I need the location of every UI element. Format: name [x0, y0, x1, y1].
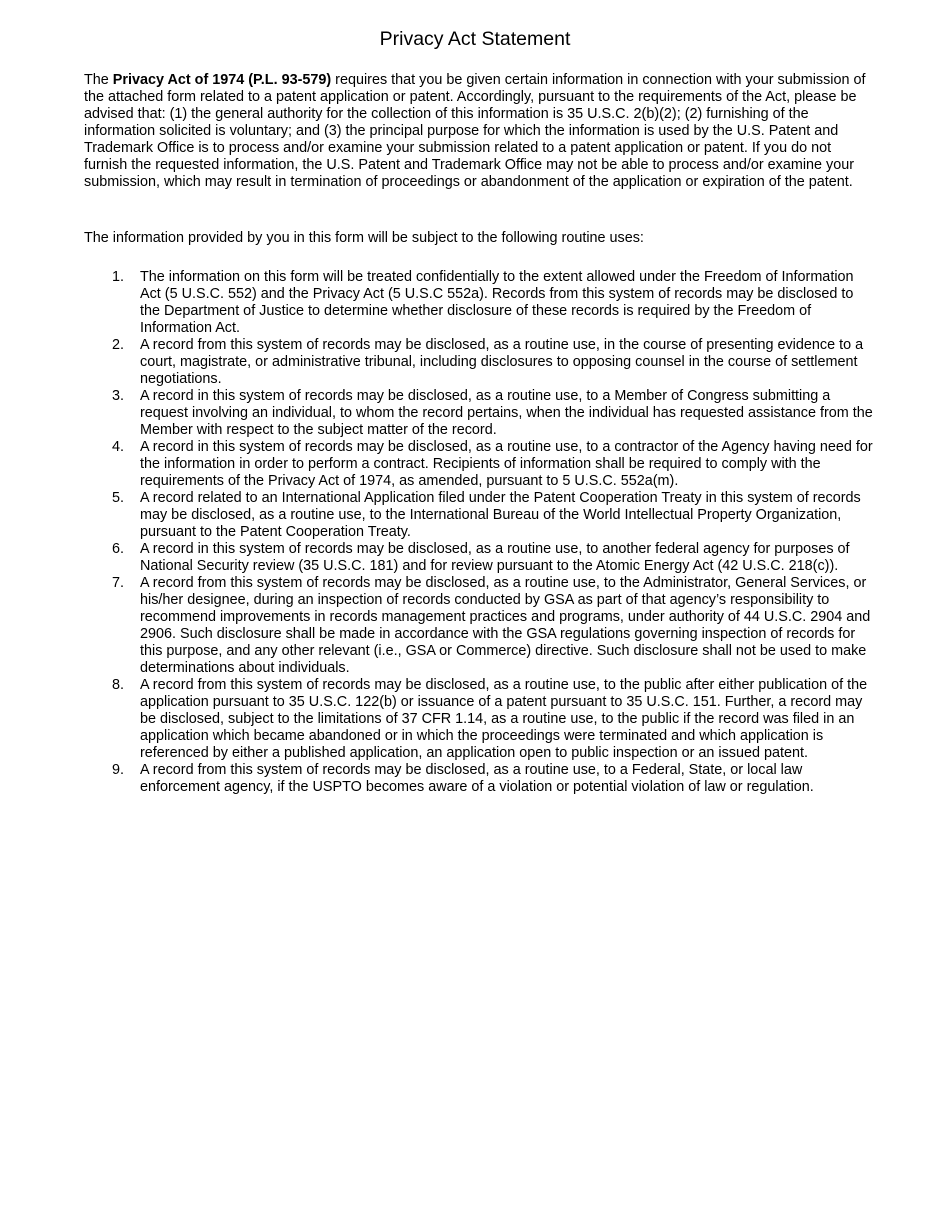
list-item-text: A record from this system of records may be disclosed, as a routine use, to the Administrator, General Services, or his/her designee, during an inspection of records conducted by GSA as part of that agency’s responsibility to recommend improvements in records management practices and programs, under authority of 44 U.S.C. 2904 and 2906. Such disclosure shall be made in accordance with the GSA regulations governing inspection of records for this purpose, and any other relevant (i.e., GSA or Commerce) directive. Such disclosure shall not be used to make determinations about individuals.: [140, 575, 871, 676]
list-item-text: A record from this system of records may be disclosed, as a routine use, to a Federal, State, or local law enforcement agency, if the USPTO becomes aware of a violation or potential violation of law or regulation.: [140, 762, 814, 795]
list-item: [84, 388, 874, 439]
routine-uses-lead: The information provided by you in this form will be subject to the following routine uses:: [84, 230, 644, 246]
list-item-text: A record in this system of records may be disclosed, as a routine use, to a Member of Congress submitting a request involving an individual, to whom the record pertains, when the individual has requested assistance from the Member with respect to the subject matter of the record.: [140, 388, 873, 438]
list-item: [84, 490, 874, 541]
list-item: [84, 575, 874, 677]
intro-paragraph: [84, 72, 874, 191]
intro-lead: The: [84, 72, 113, 88]
page-title: Privacy Act Statement: [379, 28, 571, 50]
list-item: [84, 762, 874, 796]
list-item-number: 6.: [112, 541, 125, 557]
list-item-number: 3.: [112, 388, 125, 404]
list-item: [84, 269, 874, 337]
list-item-text: A record in this system of records may be disclosed, as a routine use, to a contractor of the Agency having need for the information in order to perform a contract. Recipients of information shall be required to comply with the requirements of the Privacy Act of 1974, as amended, pursuant to 5 U.S.C. 552a(m).: [140, 439, 873, 489]
list-item-text: A record from this system of records may be disclosed, as a routine use, in the course of presenting evidence to a court, magistrate, or administrative tribunal, including disclosures to opposing counsel in the course of settlement negotiations.: [140, 337, 864, 387]
list-item-number: 2.: [112, 337, 125, 353]
list-item-text: A record related to an International Application filed under the Patent Cooperation Treaty in this system of records may be disclosed, as a routine use, to the International Bureau of the World Intellectual Property Organization, pursuant to the Patent Cooperation Treaty.: [140, 490, 861, 540]
list-item-number: 9.: [112, 762, 125, 778]
list-item: [84, 337, 874, 388]
list-item: [84, 541, 874, 575]
intro-act-name: Privacy Act of 1974 (P.L. 93-579): [112, 72, 332, 88]
list-item-text: A record from this system of records may be disclosed, as a routine use, to the public after either publication of the application pursuant to 35 U.S.C. 122(b) or issuance of a patent pursuant to 35 U.S.C. 151. Further, a record may be disclosed, subject to the limitations of 37 CFR 1.14, as a routine use, to the public if the record was filed in an application which became abandoned or in which the proceedings were terminated and which application is referenced by either a published application, an application open to public inspection or an issued patent.: [140, 677, 868, 761]
list-item-number: 1.: [112, 269, 125, 285]
list-item-text: A record in this system of records may be disclosed, as a routine use, to another federal agency for purposes of National Security review (35 U.S.C. 181) and for review pursuant to the Atomic Energy Act (42 U.S.C. 218(c)).: [140, 541, 850, 574]
list-item: [84, 677, 874, 762]
routine-uses-list: [84, 269, 874, 796]
list-item-number: 8.: [112, 677, 125, 693]
list-item-number: 5.: [112, 490, 125, 506]
list-item: [84, 439, 874, 490]
list-item-number: 4.: [112, 439, 125, 455]
intro-body: requires that you be given certain information in connection with your submission of the attached form related to a patent application or patent. Accordingly, pursuant to the requirements of the Act, please be advised that: (1) the general authority for the collection of this information is 35 U.S.C. 2(b)(2); (2) furnishing of the information solicited is voluntary; and (3) the principal purpose for which the information is used by the U.S. Patent and Trademark Office is to process and/or examine your submission related to a patent application or patent. If you do not furnish the requested information, the U.S. Patent and Trademark Office may not be able to process and/or examine your submission, which may result in termination of proceedings or abandonment of the application or expiration of the patent.: [84, 72, 866, 190]
list-item-text: The information on this form will be treated confidentially to the extent allowed under the Freedom of Information Act (5 U.S.C. 552) and the Privacy Act (5 U.S.C 552a). Records from this system of records may be disclosed to the Department of Justice to determine whether disclosure of these records is required by the Freedom of Information Act.: [140, 269, 854, 336]
list-item-number: 7.: [112, 575, 125, 591]
